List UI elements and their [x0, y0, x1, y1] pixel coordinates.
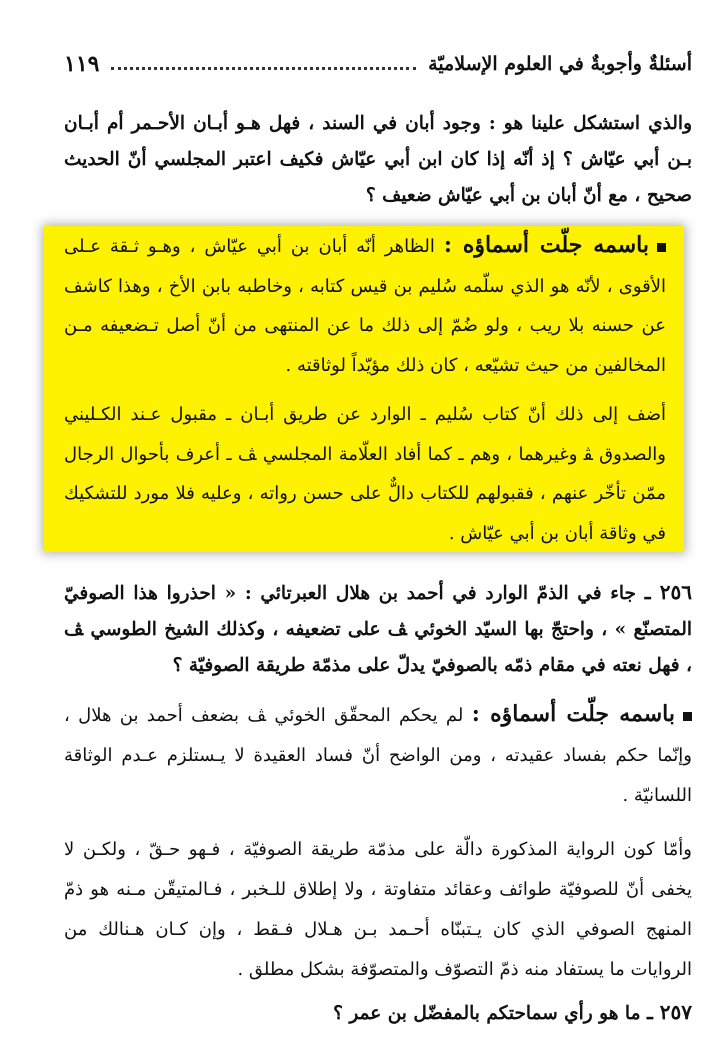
book-title: أسئلةٌ وأجوبةٌ في العلوم الإسلاميّة [428, 53, 692, 75]
square-bullet-icon [657, 243, 666, 252]
highlighted-answer-para1 [64, 226, 666, 385]
header-dot-leader [111, 67, 416, 70]
running-header [64, 44, 692, 84]
answer-256-para2: وأمّا كون الرواية المذكورة دالّة على مذمّة طريقة الصوفيّة ، فـهو حـقّ ، ولكـن لا يخفى أنّ للصوفيّة طوائف وعقائد متفاوتة ، ولا إطلاق للـخبر ، فـالمتيقّن مـنه هو ذمّ المنهج الصوفي الذي كان يـتبنّاه أحـمد بـن هـلال فـقط ، وإن كـان هـنالك من الروايات ما يستفاد منه ذمّ التصوّف والمتصوّفة بشكل مطلق . [64, 839, 692, 980]
answer-lead: باسمه جلّت أسماؤه : [443, 232, 649, 258]
top-question [64, 106, 692, 214]
answer-256-text1: لم يحكم المحقّق الخوئي ﭫ بضعف أحمد بن هلال ، وإنّما حكم بفساد عقيدته ، ومن الواضح أنّ فساد العقيدة لا يـستلزم عـدم الوثاقة اللسانيّة . [64, 705, 692, 806]
answer-256-lead: باسمه جلّت أسماؤه : [471, 701, 675, 727]
page-number: ١١٩ [64, 51, 100, 77]
question-257-number: ٢٥٧ ـ [646, 1000, 692, 1024]
answer-256-para1 [64, 694, 692, 816]
question-256-number: ٢٥٦ ـ [644, 580, 692, 604]
square-bullet-icon [683, 712, 692, 721]
question-257-text: ما هو رأي سماحتكم بالمفضّل بن عمر ؟ [333, 1003, 641, 1024]
question-256-text: جاء في الذمّ الوارد في أحمد بن هلال العبرتائي : « احذروا هذا الصوفيّ المتصنّع » ، واحتجّ بها السيّد الخوئي ﭫ على تضعيفه ، وكذلك الشيخ الطوسي ﭫ ، فهل نعته في مقام ذمّه بالصوفيّ يدلّ على مذمّة طريقة الصوفيّة ؟ [64, 583, 692, 676]
top-question-text: والذي استشكل علينا هو : وجود أبان في السند ، فهل هـو أبـان الأحـمر أم أبـان بـن أبي عيّاش ؟ إذ أنّه إذا كان ابن أبي عيّاش فكيف اعتبر المجلسي أنّ الحديث صحيح ، مع أنّ أبان بن أبي عيّاش ضعيف ؟ [64, 113, 692, 206]
highlighted-answer [64, 226, 666, 553]
answer-256 [64, 694, 692, 990]
highlighted-answer-para2: أضف إلى ذلك أنّ كتاب سُليم ـ الوارد عن طريق أبـان ـ مقبول عـند الكـليني والصدوق ﭭ وغيرهما ، وهم ـ كما أفاد العلّامة المجلسي ﭫ ـ أعرف بأحوال الرجال ممّن تأخّر عنهم ، فقبولهم للكتاب دالٌّ على حسن رواته ، وعليه فلا مورد للتشكيك في وثاقة أبان بن أبي عيّاش . [64, 404, 666, 544]
question-256 [64, 574, 692, 684]
question-257 [64, 994, 692, 1032]
highlighted-answer-text1: الظاهر أنّه أبان بن أبي عيّاش ، وهـو ثـقة عـلى الأقوى ، لأنّه هو الذي سلّمه سُليم بن قيس كتابه ، وخاطبه بابن الأخ ، وهذا كاشف عن حسنه بلا ريب ، ولو ضُمّ إلى ذلك ما عن المنتهى من أنّ أصل تـضعيفه مـن المخالفين من حيث تشيّعه ، كان ذلك مؤيّداً لوثاقته . [64, 236, 666, 376]
